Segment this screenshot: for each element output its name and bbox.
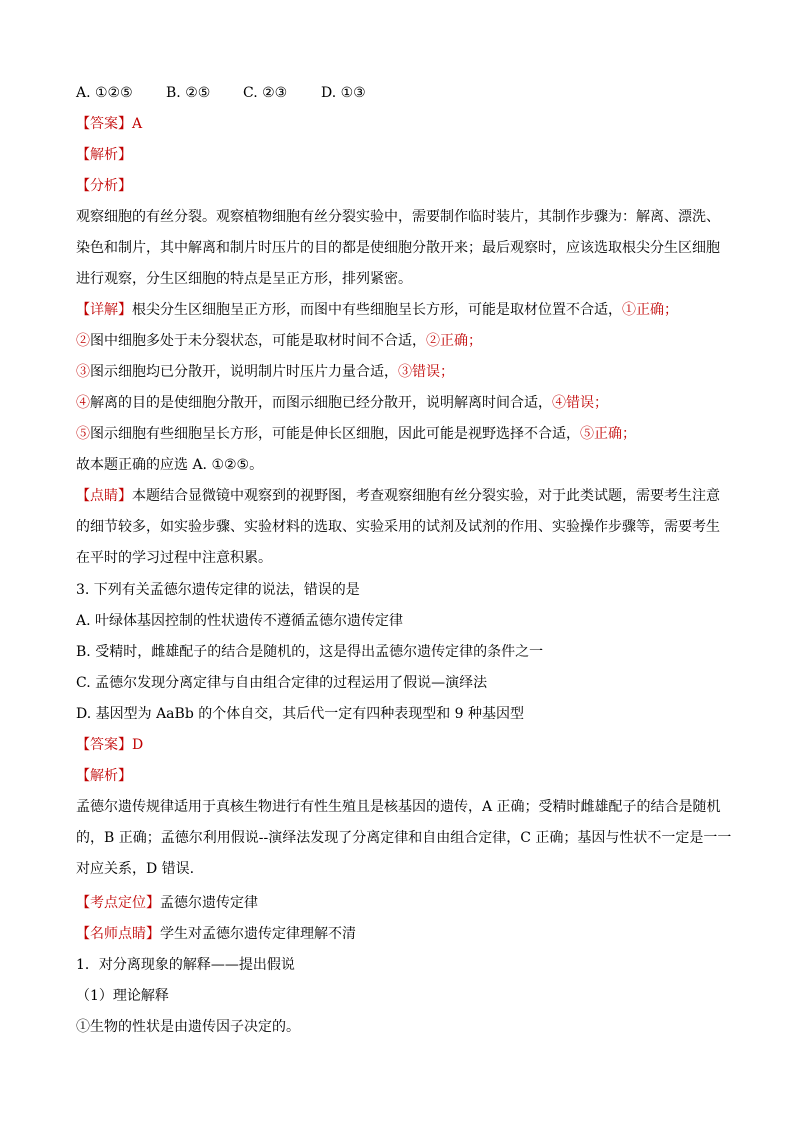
q2-jiexi-tag: 【解析】 [76, 147, 132, 163]
mingshi-text: 学生对孟德尔遗传定律理解不清 [160, 926, 356, 942]
q3-option-d: D. 基因型为 AaBb 的个体自交，其后代一定有四种表现型和 9 种基因型 [76, 706, 525, 722]
answer-tag: 【答案】 [76, 737, 132, 753]
detail-text: 解离的目的是使细胞分散开，而图示细胞已经分散开，说明解离时间合适， [90, 395, 552, 411]
detail-text: 根尖分生区细胞呈正方形，而图中有些细胞呈长方形，可能是取材位置不合适， [132, 302, 622, 318]
q2-detail-3 [76, 362, 736, 382]
option-a: A. ①②⑤ [76, 85, 133, 101]
q3-option-b: B. 受精时，雌雄配子的结合是随机的，这是得出孟德尔遗传定律的条件之一 [76, 644, 544, 660]
q3-point1-item: ①生物的性状是由遗传因子决定的。 [76, 1019, 300, 1035]
detail-head: ④ [76, 395, 90, 411]
q3-option-a: A. 叶绿体基因控制的性状遗传不遵循孟德尔遗传定律 [76, 613, 404, 629]
q3-option-c: C. 孟德尔发现分离定律与自由组合定律的过程运用了假说—演绎法 [76, 675, 488, 691]
detail-text: 图示细胞有些细胞呈长方形，可能是伸长区细胞，因此可能是视野选择不合适， [90, 426, 580, 442]
option-b: B. ②⑤ [166, 85, 211, 101]
q3-point1: 1．对分离现象的解释——提出假说 [76, 957, 295, 973]
option-c: C. ②③ [243, 85, 288, 101]
answer-value: D [132, 737, 144, 753]
q2-dianjing [76, 486, 736, 506]
detail-head: ② [76, 333, 90, 349]
q3-point1-sub: （1）理论解释 [76, 988, 169, 1004]
detail-tail: ②正确； [426, 333, 482, 349]
detail-head: ③ [76, 364, 90, 380]
detail-tail: ①正确； [622, 302, 678, 318]
detail-text: 图示细胞均已分散开，说明制片时压片力量合适， [90, 364, 398, 380]
q2-answer [76, 114, 736, 134]
detail-tail: ⑤正确； [580, 426, 636, 442]
q3-analysis-line: 对应关系，D 错误. [76, 861, 195, 877]
q3-jiexi-tag: 【解析】 [76, 768, 132, 784]
q3-kaodian [76, 893, 736, 913]
detail-tail: ④错误； [552, 395, 608, 411]
q2-detail-4 [76, 393, 736, 413]
detail-head: ⑤ [76, 426, 90, 442]
q2-dianjing-line: 在平时的学习过程中注意积累。 [76, 550, 272, 566]
kaodian-tag: 【考点定位】 [76, 895, 160, 911]
q2-detail-5 [76, 424, 736, 444]
answer-tag: 【答案】 [76, 116, 132, 132]
q3-analysis-line: 的，B 正确；孟德尔利用假说--演绎法发现了分离定律和自由组合定律，C 正确；基因与性状不一定是一一 [76, 830, 732, 846]
q2-analysis-line: 进行观察，分生区细胞的特点是呈正方形，排列紧密。 [76, 271, 412, 287]
q2-analysis-line: 染色和制片，其中解离和制片时压片的目的都是使细胞分散开来；最后观察时，应该选取根尖分生区细胞 [76, 240, 720, 256]
q3-mingshi [76, 924, 736, 944]
detail-tag: 【详解】 [76, 302, 132, 318]
q2-detail-1 [76, 300, 736, 320]
q2-dianjing-line: 的细节较多，如实验步骤、实验材料的选取、实验采用的试剂及试剂的作用、实验操作步骤等，需要考生 [76, 519, 720, 535]
q3-analysis-line: 孟德尔遗传规律适用于真核生物进行有性生殖且是核基因的遗传，A 正确；受精时雌雄配子的结合是随机 [76, 799, 721, 815]
q3-stem: 3. 下列有关孟德尔遗传定律的说法，错误的是 [76, 582, 360, 598]
dianjing-tag: 【点睛】 [76, 488, 132, 504]
q2-detail-2 [76, 331, 736, 351]
q2-analysis-line: 观察细胞的有丝分裂。观察植物细胞有丝分裂实验中，需要制作临时装片，其制作步骤为：解离、漂洗、 [76, 209, 720, 225]
detail-tail: ③错误； [398, 364, 454, 380]
q2-conclusion: 故本题正确的应选 A. ①②⑤。 [76, 457, 264, 473]
q2-fenxi-tag: 【分析】 [76, 178, 132, 194]
option-d: D. ①③ [321, 85, 366, 101]
dianjing-text: 本题结合显微镜中观察到的视野图，考查观察细胞有丝分裂实验，对于此类试题，需要考生注意 [132, 488, 720, 504]
answer-value: A [132, 116, 143, 132]
options-row [76, 83, 736, 103]
kaodian-text: 孟德尔遗传定律 [160, 895, 258, 911]
q3-answer [76, 735, 736, 755]
detail-text: 图中细胞多处于未分裂状态，可能是取材时间不合适， [90, 333, 426, 349]
mingshi-tag: 【名师点睛】 [76, 926, 160, 942]
